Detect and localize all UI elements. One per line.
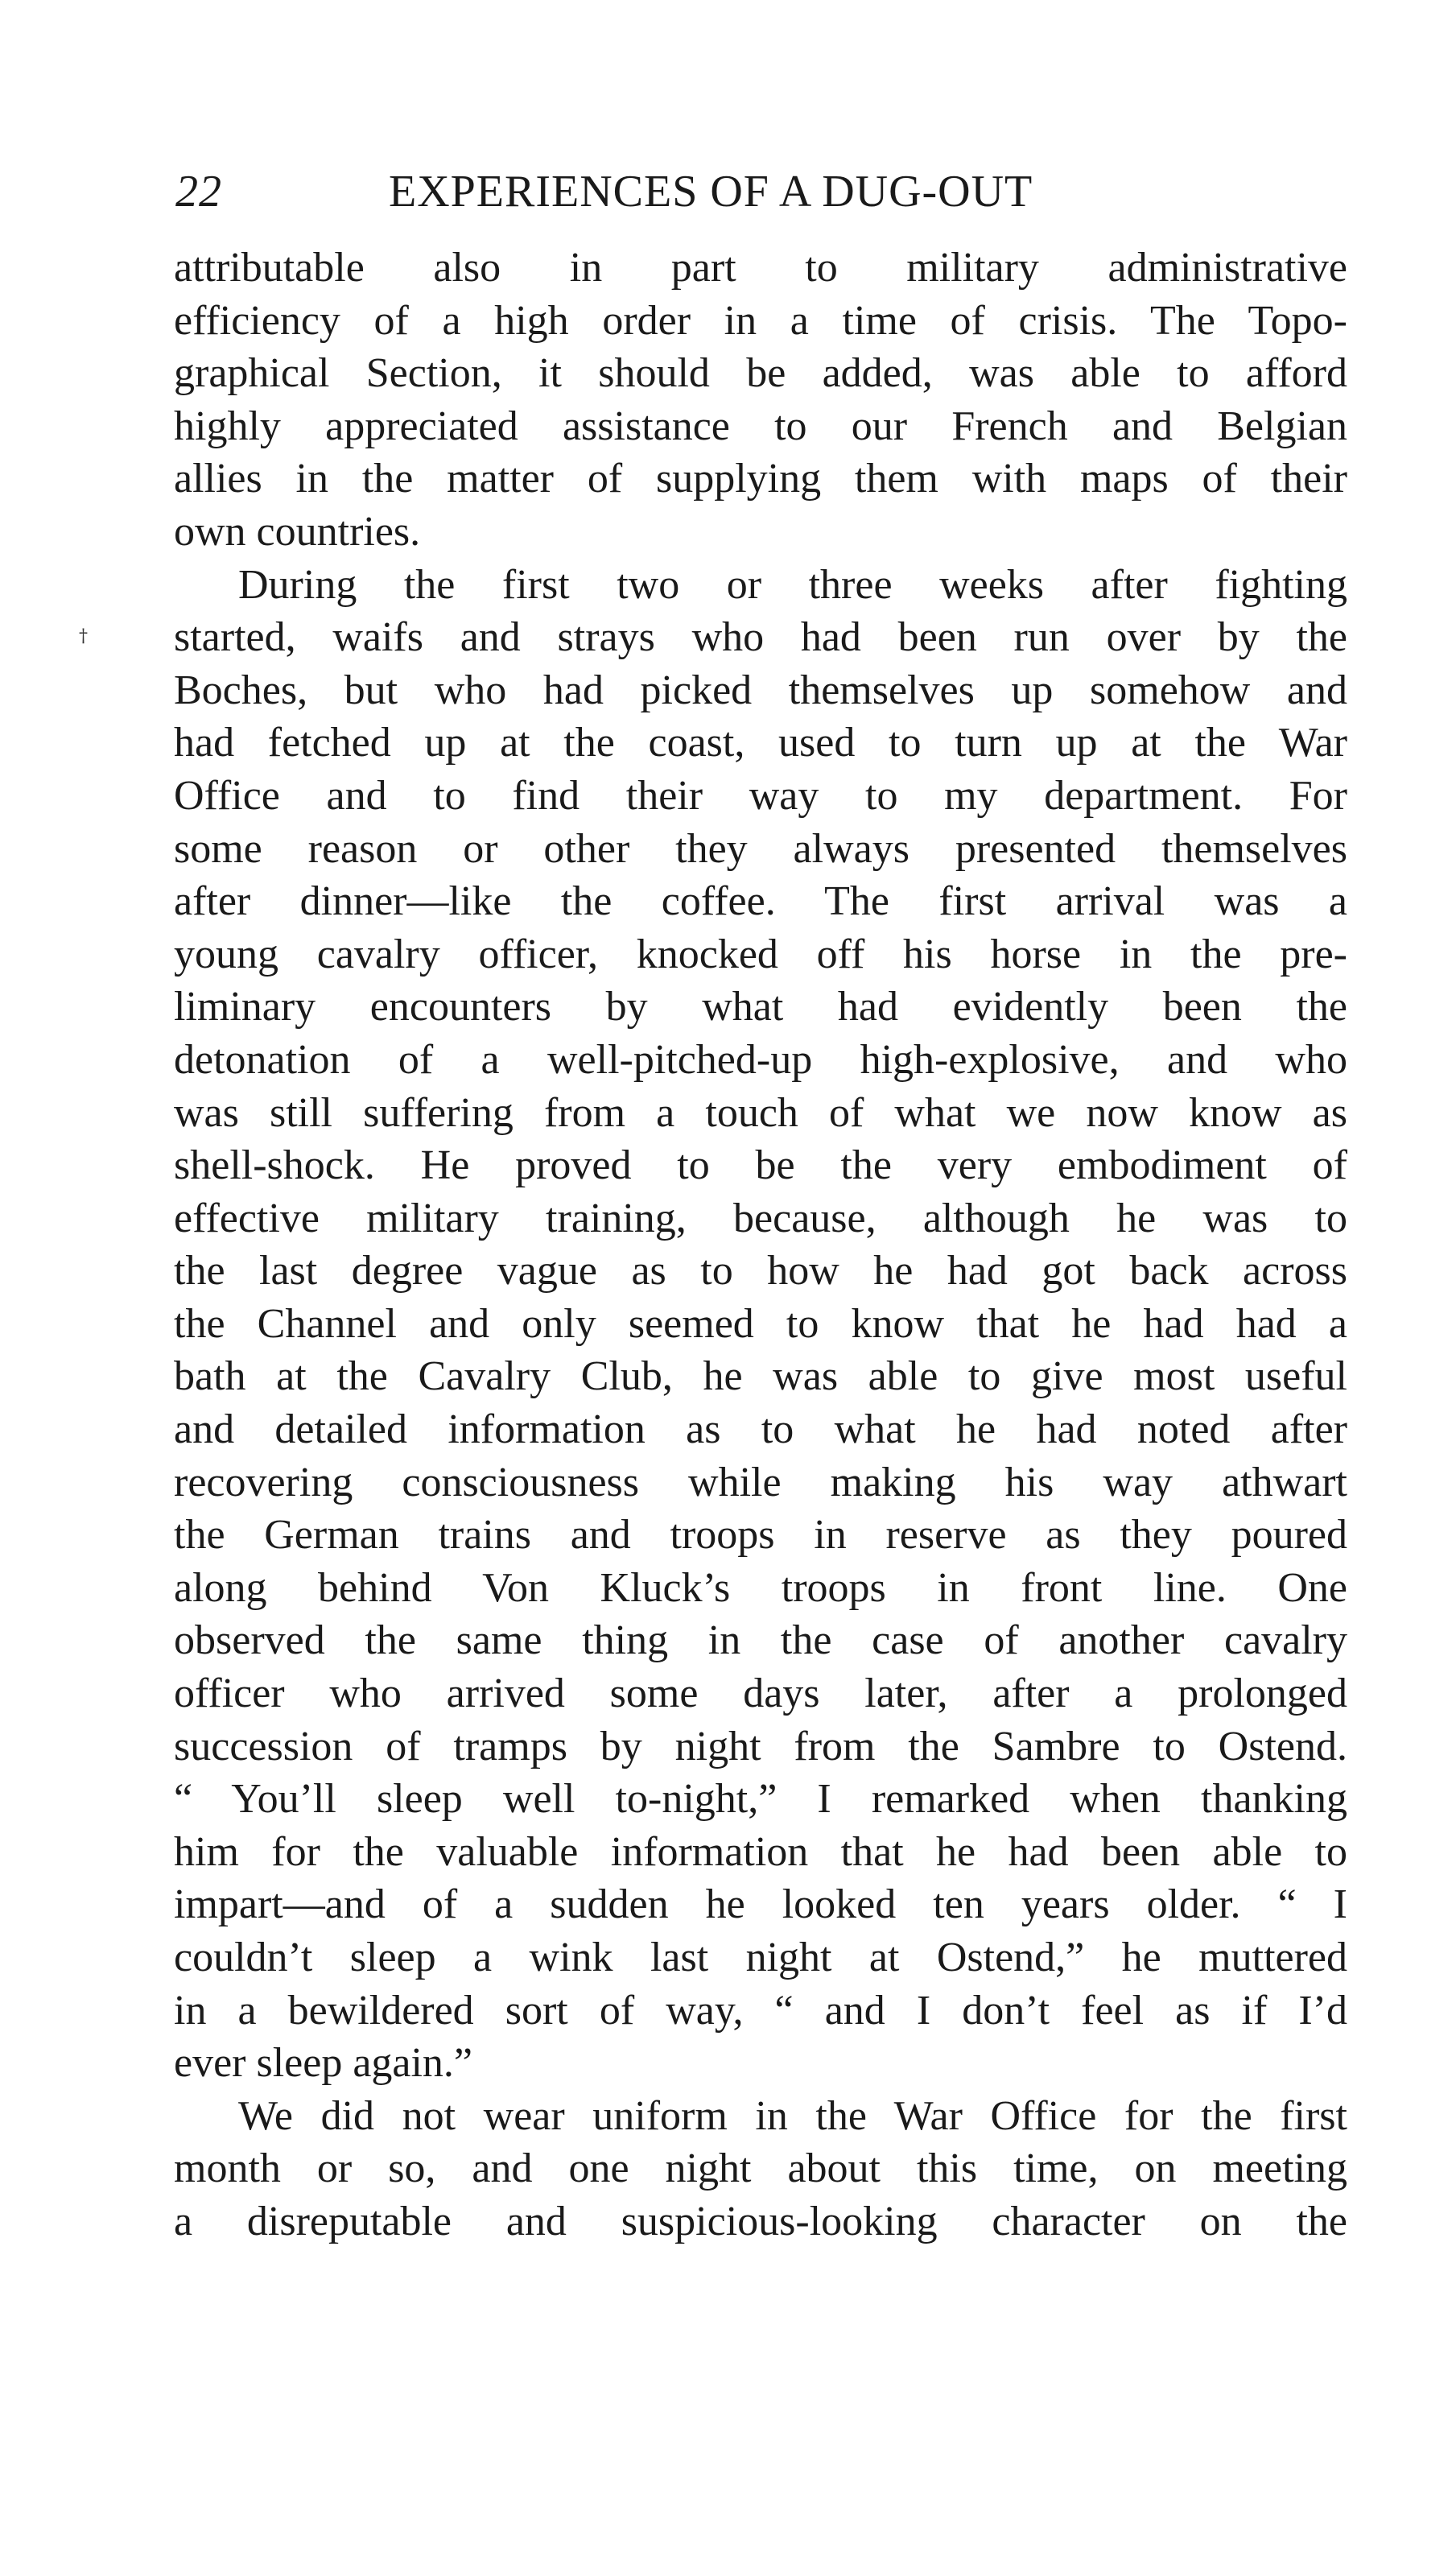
text-line: Office and to find their way to my department. For xyxy=(174,772,1347,819)
text-line: officer who arrived some days later, after a prolonged xyxy=(174,1670,1347,1717)
paragraph xyxy=(174,2090,1347,2248)
text-line: Boches, but who had picked themselves up somehow and xyxy=(174,667,1347,713)
text-line: along behind Von Kluck’s troops in front line. One xyxy=(174,1564,1347,1611)
text-line: him for the valuable information that he had been able to xyxy=(174,1828,1347,1875)
text-line: efficiency of a high order in a time of crisis. The Topo- xyxy=(174,297,1347,344)
text-line: in a bewildered sort of way, “ and I don’t feel as if I’d xyxy=(174,1987,1347,2034)
text-line: We did not wear uniform in the War Office for the first xyxy=(238,2092,1347,2139)
text-line: young cavalry officer, knocked off his horse in the pre- xyxy=(174,931,1347,977)
text-line: couldn’t sleep a wink last night at Ostend,” he muttered xyxy=(174,1935,1347,1980)
text-line: allies in the matter of supplying them with maps of their xyxy=(174,456,1347,502)
text-line: had fetched up at the coast, used to turn up at the War xyxy=(174,720,1347,766)
running-head xyxy=(175,166,1347,222)
text-line: was still suffering from a touch of what we now know as xyxy=(174,1089,1347,1136)
text-line: attributable also in part to military administrative xyxy=(174,245,1347,291)
text-line: shell-shock. He proved to be the very embodiment of xyxy=(174,1142,1347,1189)
text-line: “ You’ll sleep well to-night,” I remarked when thanking xyxy=(174,1776,1347,1823)
text-line: ever sleep again.” xyxy=(174,2040,473,2087)
paragraph xyxy=(174,559,1347,2090)
text-line: the Channel and only seemed to know that he had had a xyxy=(174,1300,1347,1347)
text-line: bath at the Cavalry Club, he was able to give most useful xyxy=(174,1353,1347,1400)
text-line: a disreputable and suspicious-looking character on the xyxy=(174,2198,1347,2244)
running-title: EXPERIENCES OF A DUG-OUT xyxy=(389,167,1033,217)
text-line: effective military training, because, although he was to xyxy=(174,1195,1347,1241)
paragraph xyxy=(174,242,1347,559)
page-number: 22 xyxy=(175,167,222,217)
text-line: the last degree vague as to how he had got back across xyxy=(174,1248,1347,1295)
text-line: succession of tramps by night from the Sambre to Ostend. xyxy=(174,1723,1347,1769)
text-line: and detailed information as to what he had noted after xyxy=(174,1406,1347,1453)
body-text xyxy=(174,242,1347,2248)
margin-mark: † xyxy=(79,626,88,646)
text-line: some reason or other they always presented themselves xyxy=(174,825,1347,872)
text-line: observed the same thing in the case of another cavalry xyxy=(174,1617,1347,1664)
text-line: graphical Section, it should be added, was able to afford xyxy=(174,350,1347,397)
text-line: started, waifs and strays who had been run over by the xyxy=(174,614,1347,661)
text-line: own countries. xyxy=(174,508,421,555)
text-line: During the first two or three weeks after fighting xyxy=(238,561,1347,608)
text-line: liminary encounters by what had evidently been the xyxy=(174,984,1347,1030)
text-line: detonation of a well-pitched-up high-explosive, and who xyxy=(174,1036,1347,1083)
text-line: highly appreciated assistance to our French and Belgian xyxy=(174,403,1347,449)
text-line: recovering consciousness while making his way athwart xyxy=(174,1459,1347,1505)
text-line: after dinner—like the coffee. The first arrival was a xyxy=(174,878,1347,925)
text-line: the German trains and troops in reserve as they poured xyxy=(174,1512,1347,1559)
text-line: impart—and of a sudden he looked ten years older. “ I xyxy=(174,1881,1347,1928)
text-line: month or so, and one night about this time, on meeting xyxy=(174,2145,1347,2192)
